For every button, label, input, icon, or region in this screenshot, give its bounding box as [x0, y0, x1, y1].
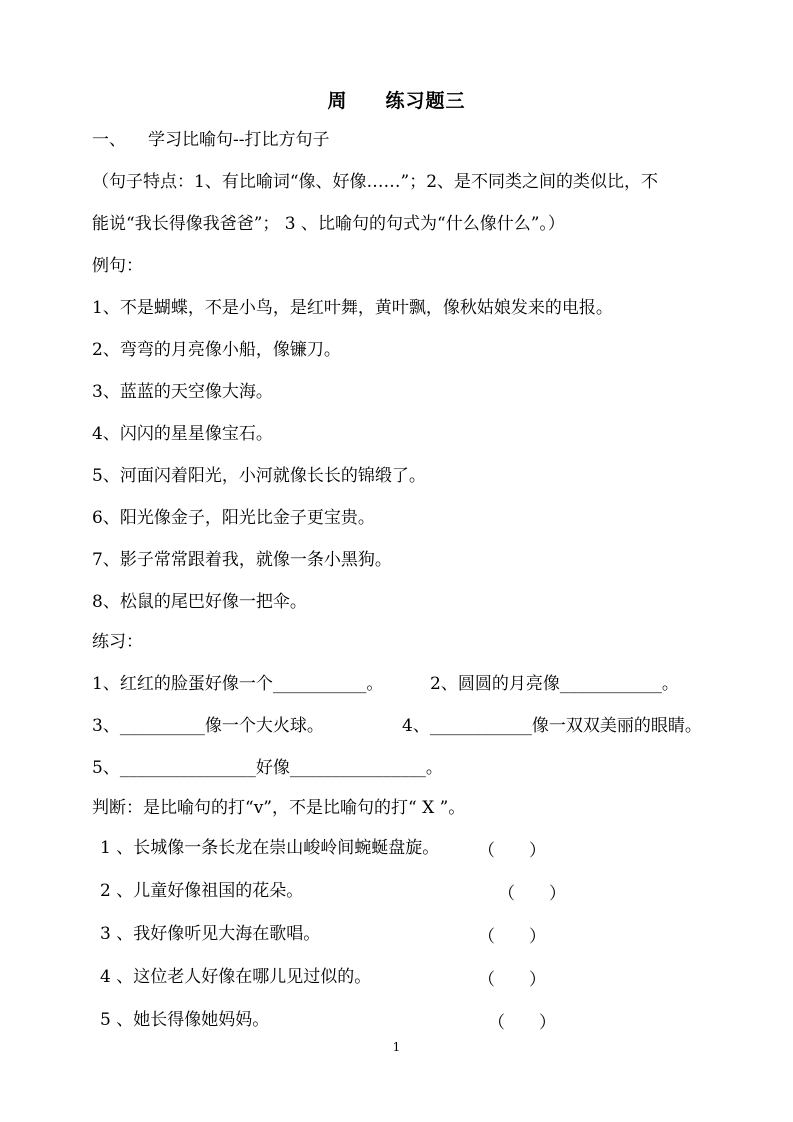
example-sentence: 6、阳光像金子，阳光比金子更宝贵。 [92, 508, 375, 528]
section-heading [92, 128, 330, 152]
judge-instruction: 判断：是比喻句的打“v”，不是比喻句的打“ X ”。 [92, 798, 466, 818]
judge-item: 2 、儿童好像祖国的花朵。 [100, 881, 304, 901]
answer-parentheses[interactable]: （ ） [478, 841, 546, 861]
answer-parentheses[interactable]: （ ） [488, 1013, 556, 1033]
judge-item: 1 、长城像一条长龙在崇山峻岭间蜿蜒盘旋。 [100, 838, 440, 858]
example-sentence: 5、河面闪着阳光，小河就像长长的锦缎了。 [92, 466, 426, 486]
practice-item: 1、红红的脸蛋好像一个___________。 [92, 674, 384, 694]
example-sentence: 1、不是蝴蝶，不是小鸟，是红叶舞，黄叶飘，像秋姑娘发来的电报。 [92, 298, 613, 318]
example-sentence: 8、松鼠的尾巴好像一把伞。 [92, 592, 307, 612]
judge-item: 3 、我好像听见大海在歌唱。 [100, 924, 321, 944]
practice-item: 2、圆圆的月亮像____________。 [430, 674, 679, 694]
section-title: 学习比喻句--打比方句子 [148, 130, 330, 150]
practice-item: 5、________________好像________________。 [92, 758, 443, 778]
practice-item: 4、____________像一双双美丽的眼睛。 [402, 716, 702, 736]
page-title [0, 86, 793, 113]
example-sentence: 3、蓝蓝的天空像大海。 [92, 382, 273, 402]
example-sentence: 4、闪闪的星星像宝石。 [92, 424, 273, 444]
example-sentence: 7、影子常常跟着我，就像一条小黑狗。 [92, 550, 392, 570]
practice-item: 3、__________像一个大火球。 [92, 716, 324, 736]
title-exercise: 练习题三 [385, 90, 466, 112]
page-number: 1 [392, 1040, 401, 1054]
practice-label: 练习： [92, 632, 143, 652]
example-sentence: 2、弯弯的月亮像小船，像镰刀。 [92, 340, 341, 360]
practice-row [92, 756, 443, 780]
features-line-1: （句子特点：1、有比喻词“像、好像……”；2、是不同类之间的类似比，不 [92, 172, 659, 192]
title-week: 周 [327, 90, 348, 112]
practice-row [92, 714, 702, 738]
features-line-2: 能说“我长得像我爸爸”； 3 、比喻句的句式为“什么像什么”。） [92, 214, 565, 234]
practice-row [92, 672, 679, 696]
answer-parentheses[interactable]: （ ） [498, 884, 566, 904]
answer-parentheses[interactable]: （ ） [478, 927, 546, 947]
judge-item: 5 、她长得像她妈妈。 [100, 1010, 270, 1030]
judge-item: 4 、这位老人好像在哪儿见过似的。 [100, 967, 372, 987]
answer-parentheses[interactable]: （ ） [478, 970, 546, 990]
section-number: 一、 [92, 130, 126, 150]
examples-label: 例句： [92, 256, 143, 276]
